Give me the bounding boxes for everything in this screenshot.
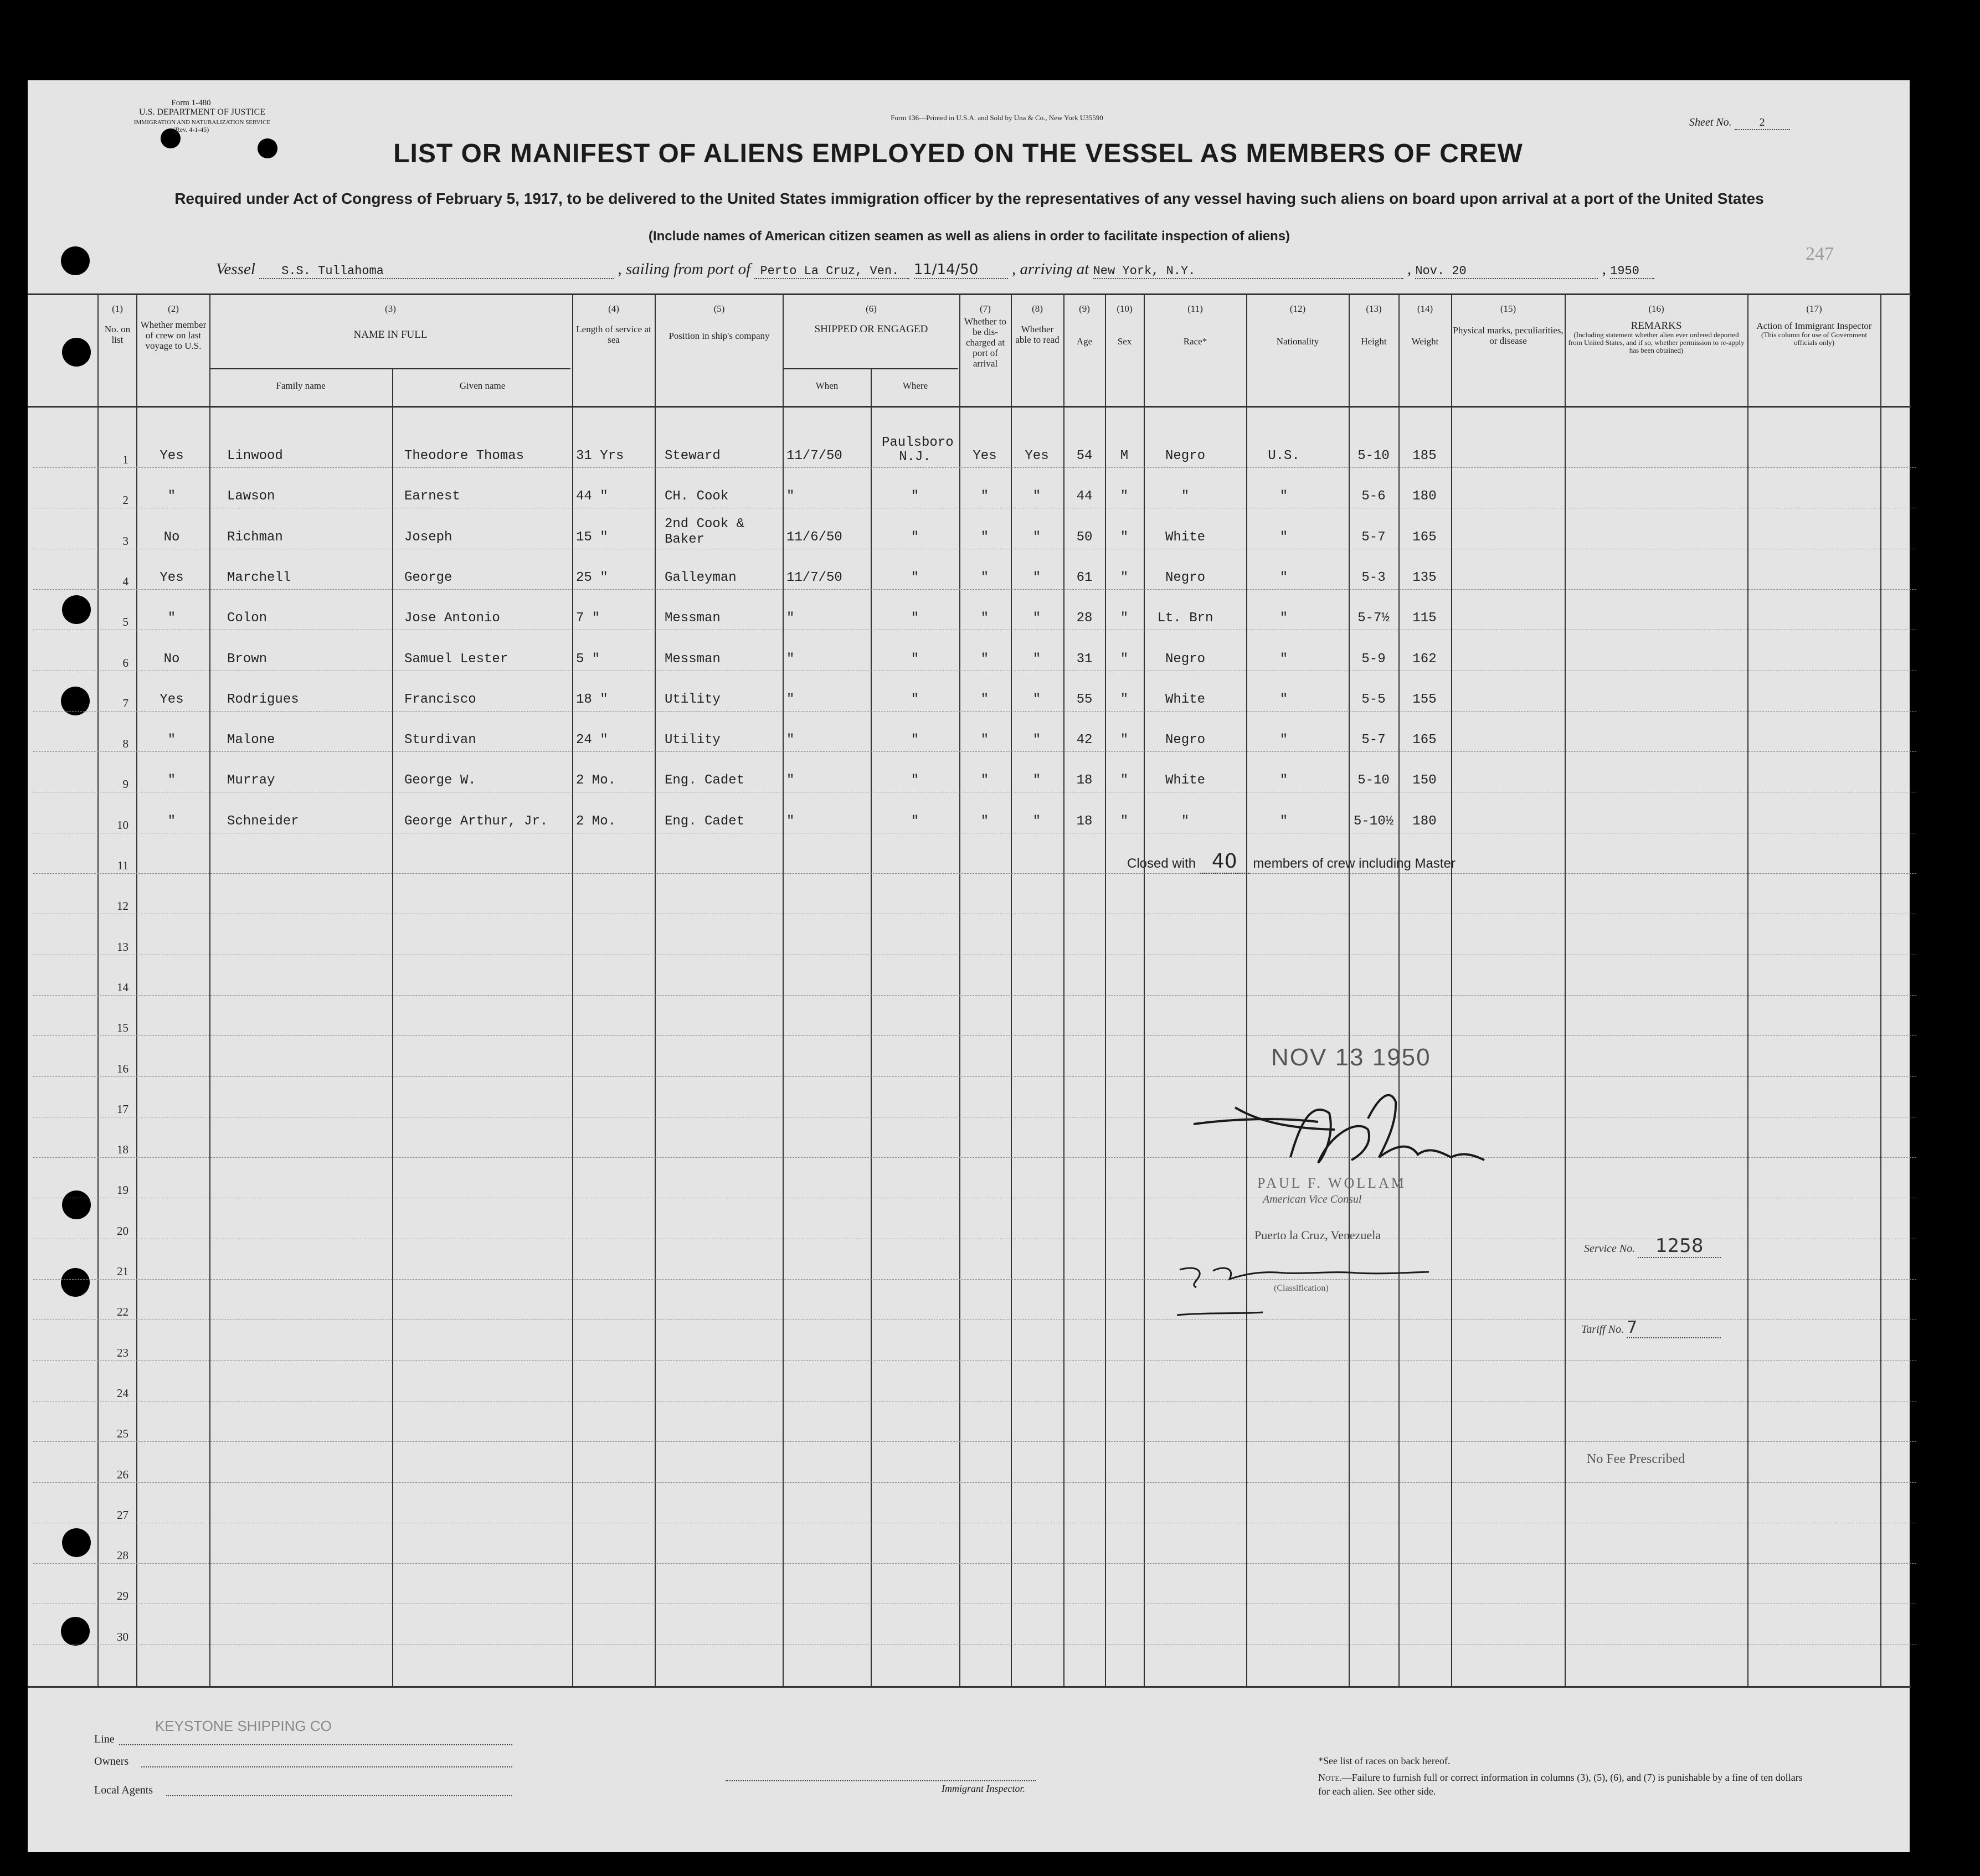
note-text: —Failure to furnish full or correct information in columns (3), (5), (6), and (7) is punishable by a fine of ten dollars for each alien. See other side. — [1318, 1772, 1803, 1797]
row-number: 4 — [122, 574, 128, 588]
col-divider — [1246, 293, 1247, 1687]
arrival-date: Nov. 20 — [1415, 264, 1598, 279]
sailing-date: 11/14/50 — [914, 261, 1008, 279]
col-divider — [572, 293, 573, 1687]
nationality-cell: " — [1279, 529, 1288, 545]
family-name-cell: Lawson — [227, 489, 275, 504]
discharged-cell: " — [980, 692, 989, 707]
vessel-label: Vessel — [216, 260, 255, 278]
punch-hole — [61, 1617, 90, 1646]
shipped-where-cell: " — [911, 733, 919, 748]
shipped-when-cell: " — [786, 773, 795, 788]
shipped-when-cell: " — [786, 692, 795, 707]
note-label: Note. — [1318, 1772, 1342, 1783]
race-cell: Lt. Brn — [1157, 611, 1213, 626]
position-cell: Galleyman — [665, 570, 737, 585]
service-length-cell: 44 " — [576, 489, 608, 504]
printer-line: Form 136—Printed in U.S.A. and Sold by Una & Co., New York U35590 — [891, 114, 1103, 122]
race-cell: " — [1181, 489, 1190, 504]
row-line — [33, 1441, 1916, 1442]
able-to-read-cell: " — [1032, 611, 1041, 626]
row-number: 26 — [117, 1467, 128, 1481]
sailing-port: Perto La Cruz, Ven. — [754, 264, 909, 279]
col-header-10: (10) Sex — [1117, 303, 1133, 347]
line-underline — [119, 1744, 512, 1745]
row-number: 6 — [122, 656, 128, 669]
row-number: 12 — [117, 899, 128, 913]
height-cell: 5-9 — [1361, 651, 1386, 667]
col-divider — [392, 368, 393, 1687]
family-name-cell: Rodrigues — [227, 692, 299, 707]
punch-hole — [62, 1528, 91, 1557]
position-cell: Utility — [665, 692, 721, 707]
shipped-when-cell: 11/7/50 — [786, 570, 842, 585]
arriving-port: New York, N.Y. — [1093, 264, 1403, 279]
form-number: Form 1-480 — [171, 99, 211, 107]
row-number: 5 — [122, 615, 128, 629]
weight-cell: 135 — [1412, 570, 1437, 585]
row-number: 27 — [117, 1508, 128, 1522]
shipped-when-cell: " — [786, 813, 795, 829]
sex-cell: " — [1120, 570, 1129, 585]
given-name-cell: Theodore Thomas — [404, 449, 524, 463]
sex-cell: " — [1120, 773, 1129, 788]
race-cell: Negro — [1165, 733, 1205, 748]
department: U.S. DEPARTMENT OF JUSTICE — [139, 107, 265, 117]
col-divider — [136, 293, 137, 1687]
nationality-cell: " — [1279, 692, 1288, 707]
last-voyage-cell: " — [167, 813, 176, 829]
vessel-name: S.S. Tullahoma — [259, 264, 614, 279]
row-number: 17 — [117, 1102, 128, 1116]
voyage-line: Vessel S.S. Tullahoma , sailing from port of Perto La Cruz, Ven. 11/14/50 , arriving at New York, N.Y. , Nov. 20 , 1950 — [216, 260, 1722, 279]
age-cell: 50 — [1076, 529, 1093, 545]
discharged-cell: " — [980, 773, 989, 788]
col-header-17: (17) Action of Immigrant Inspector (This column for use of Government officials only) — [1756, 303, 1872, 347]
weight-cell: 180 — [1412, 813, 1437, 829]
given-name-cell: Samuel Lester — [404, 651, 508, 667]
inspector-underline — [726, 1780, 1036, 1781]
row-line — [33, 1035, 1916, 1036]
punch-hole — [61, 246, 90, 275]
col-header-3-family: Family name — [276, 380, 326, 391]
arrival-year: 1950 — [1610, 264, 1654, 279]
row-line — [33, 995, 1916, 996]
row-line — [33, 711, 1916, 712]
row-line — [33, 1157, 1916, 1158]
col-header-2: (2) Whether member of crew on last voyage to U.S. — [140, 303, 207, 351]
able-to-read-cell: " — [1032, 813, 1041, 829]
able-to-read-cell: " — [1032, 773, 1041, 788]
name-subheader-line — [210, 368, 570, 369]
sex-cell: M — [1120, 449, 1129, 463]
position-cell: 2nd Cook & — [665, 516, 745, 532]
race-cell: White — [1165, 773, 1205, 788]
height-cell: 5-5 — [1361, 692, 1386, 707]
owners-underline — [141, 1766, 512, 1767]
sheet-number — [1689, 116, 1790, 130]
given-name-cell: Joseph — [404, 529, 452, 545]
sheet-label: Sheet No. — [1689, 116, 1732, 128]
service-number — [1584, 1235, 1721, 1258]
no-fee-stamp: No Fee Prescribed — [1587, 1452, 1685, 1466]
col-divider — [1747, 293, 1748, 1687]
races-note: *See list of races on back hereof. — [1318, 1755, 1451, 1766]
nationality-cell: " — [1279, 570, 1288, 585]
age-cell: 54 — [1076, 449, 1093, 463]
table-bottom-border — [28, 1686, 1911, 1688]
shipped-where-cell: " — [911, 489, 919, 504]
last-voyage-cell: " — [167, 733, 176, 748]
col-header-5: (5) Position in ship's company — [668, 303, 770, 341]
last-voyage-cell: No — [163, 529, 180, 545]
line-value: KEYSTONE SHIPPING CO — [155, 1718, 332, 1734]
row-number: 1 — [122, 453, 128, 466]
row-number: 8 — [122, 737, 128, 751]
weight-cell: 162 — [1412, 651, 1437, 667]
service-length-cell: 15 " — [576, 529, 608, 545]
row-line — [33, 751, 1916, 752]
nationality-cell: " — [1279, 773, 1288, 788]
stamp-date: NOV 13 1950 — [1271, 1044, 1431, 1071]
sheet-value: 2 — [1735, 116, 1790, 130]
position-cell: Steward — [665, 449, 721, 463]
height-cell: 5-6 — [1361, 489, 1386, 504]
height-cell: 5-10 — [1357, 773, 1390, 788]
row-line — [33, 589, 1916, 590]
last-voyage-cell: " — [167, 611, 176, 626]
closing-prefix: Closed with — [1127, 856, 1196, 871]
row-number: 23 — [117, 1346, 128, 1359]
row-number: 30 — [117, 1630, 128, 1643]
given-name-cell: George W. — [404, 773, 476, 788]
consul-place: Puerto la Cruz, Venezuela — [1254, 1228, 1381, 1242]
row-number: 10 — [117, 818, 128, 832]
closing-line — [1127, 850, 1456, 874]
row-number: 25 — [117, 1427, 128, 1441]
row-number: 21 — [117, 1265, 128, 1278]
row-line — [33, 873, 1916, 874]
sex-cell: " — [1120, 611, 1129, 626]
col-header-1: (1) No. on list — [104, 303, 131, 345]
service-length-cell: 31 Yrs — [576, 449, 624, 463]
last-voyage-cell: " — [167, 773, 176, 788]
row-number: 16 — [117, 1061, 128, 1075]
required-text: Required under Act of Congress of February 5, 1917, to be delivered to the United States immigration officer by the representatives of any vessel having such aliens on board upon arrival at a port of the United States — [174, 190, 1764, 207]
service-length-cell: 2 Mo. — [576, 773, 616, 788]
nationality-cell: " — [1279, 611, 1288, 626]
given-name-cell: Sturdivan — [404, 733, 476, 748]
nationality-cell: " — [1279, 813, 1288, 829]
able-to-read-cell: " — [1032, 489, 1041, 504]
race-cell: White — [1165, 692, 1205, 707]
punch-hole — [258, 138, 277, 158]
line-label: Line — [94, 1733, 115, 1745]
col-header-9: (9) Age — [1076, 303, 1093, 347]
service-length-cell: 2 Mo. — [576, 813, 616, 829]
able-to-read-cell: " — [1032, 651, 1041, 667]
col-divider — [871, 368, 872, 1687]
row-number: 19 — [117, 1183, 128, 1197]
height-cell: 5-3 — [1361, 570, 1386, 585]
nationality-cell: " — [1279, 733, 1288, 748]
shipped-when-cell: 11/7/50 — [786, 449, 842, 463]
inspector-label: Immigrant Inspector. — [942, 1783, 1025, 1794]
owners-label: Owners — [94, 1755, 129, 1767]
race-cell: Negro — [1165, 449, 1205, 463]
family-name-cell: Linwood — [227, 449, 283, 463]
row-number: 28 — [117, 1549, 128, 1563]
col-divider — [1880, 293, 1881, 1687]
col-header-4: (4) Length of service at sea — [576, 303, 651, 345]
sex-cell: " — [1120, 692, 1129, 707]
row-number: 29 — [117, 1589, 128, 1603]
service-length-cell: 18 " — [576, 692, 608, 707]
discharged-cell: " — [980, 733, 989, 748]
sex-cell: " — [1120, 733, 1129, 748]
sex-cell: " — [1120, 651, 1129, 667]
agents-label: Local Agents — [94, 1784, 153, 1796]
age-cell: 18 — [1076, 773, 1093, 788]
row-number: 24 — [117, 1386, 128, 1400]
position-cell-line2: Baker — [665, 532, 705, 547]
row-number: 3 — [122, 534, 128, 548]
sex-cell: " — [1120, 489, 1129, 504]
table-top-border — [28, 293, 1911, 295]
given-name-cell: George — [404, 570, 452, 585]
row-line — [33, 1076, 1916, 1077]
row-number: 2 — [122, 493, 128, 507]
service-no-label: Service No. — [1584, 1243, 1636, 1255]
height-cell: 5-7 — [1361, 529, 1386, 545]
position-cell: CH. Cook — [665, 489, 729, 504]
shipped-where-cell-line2: N.J. — [899, 450, 931, 465]
col-header-6-where: Where — [902, 380, 928, 391]
shipped-where-cell: " — [911, 773, 919, 788]
shipped-when-cell: " — [786, 733, 795, 748]
sex-cell: " — [1120, 529, 1129, 545]
age-cell: 42 — [1076, 733, 1093, 748]
age-cell: 55 — [1076, 692, 1093, 707]
col-header-11: (11) Race* — [1183, 303, 1207, 347]
nationality-cell: " — [1279, 651, 1288, 667]
family-name-cell: Richman — [227, 529, 283, 545]
form-revision: (Rev. 4-1-45) — [173, 126, 209, 133]
weight-cell: 185 — [1412, 449, 1437, 463]
punch-hole — [62, 1190, 91, 1219]
service-no-value: 1258 — [1638, 1235, 1721, 1258]
weight-cell: 115 — [1412, 611, 1437, 626]
shipped-when-cell: 11/6/50 — [786, 529, 842, 545]
tariff-no-label: Tariff No. — [1581, 1323, 1624, 1336]
row-number: 7 — [122, 696, 128, 710]
able-to-read-cell: " — [1032, 692, 1041, 707]
position-cell: Eng. Cadet — [665, 773, 745, 788]
row-number: 20 — [117, 1224, 128, 1238]
punch-hole — [62, 595, 91, 624]
fine-note — [1318, 1771, 1817, 1798]
family-name-cell: Schneider — [227, 813, 299, 829]
service-name: IMMIGRATION AND NATURALIZATION SERVICE — [133, 119, 271, 126]
closing-suffix: members of crew including Master — [1253, 856, 1456, 871]
height-cell: 5-10½ — [1353, 813, 1393, 829]
discharged-cell: " — [980, 813, 989, 829]
footer-line — [94, 1718, 332, 1746]
family-name-cell: Colon — [227, 611, 268, 626]
discharged-cell: Yes — [973, 449, 997, 463]
shipped-where-cell: " — [911, 570, 919, 585]
consul-title: American Vice Consul — [1263, 1193, 1362, 1205]
shipped-where-cell: " — [911, 651, 919, 667]
last-voyage-cell: No — [163, 651, 180, 667]
weight-cell: 150 — [1412, 773, 1437, 788]
col-header-3: (3) NAME IN FULL — [353, 303, 428, 341]
nationality-cell: U.S. — [1268, 449, 1300, 463]
row-number: 13 — [117, 940, 128, 954]
family-name-cell: Brown — [227, 651, 268, 667]
age-cell: 28 — [1076, 611, 1093, 626]
page-title: LIST OR MANIFEST OF ALIENS EMPLOYED ON THE VESSEL AS MEMBERS OF CREW — [393, 139, 1523, 168]
col-header-8: (8) Whether able to read — [1015, 303, 1060, 345]
sailing-label: , sailing from port of — [618, 260, 751, 278]
race-cell: " — [1181, 813, 1190, 829]
col-header-7: (7) Whether to be dis-charged at port of arrival — [964, 303, 1006, 369]
service-length-cell: 5 " — [576, 651, 600, 667]
closing-count: 40 — [1200, 850, 1249, 874]
shipped-when-cell: " — [786, 489, 795, 504]
punch-hole — [61, 1268, 90, 1297]
header-bottom-border — [28, 406, 1911, 408]
row-number: 11 — [117, 859, 128, 872]
col-header-6: (6) SHIPPED OR ENGAGED — [814, 303, 928, 335]
race-cell: Negro — [1165, 570, 1205, 585]
consul-name: PAUL F. WOLLAM — [1257, 1175, 1406, 1191]
last-voyage-cell: " — [167, 489, 176, 504]
col-divider — [655, 293, 656, 1687]
race-cell: White — [1165, 529, 1205, 545]
age-cell: 18 — [1076, 813, 1093, 829]
col-header-14: (14) Weight — [1411, 303, 1439, 347]
able-to-read-cell: " — [1032, 529, 1041, 545]
shipped-where-cell: " — [911, 611, 919, 626]
family-name-cell: Marchell — [227, 570, 291, 585]
col-divider — [1565, 293, 1566, 1687]
discharged-cell: " — [980, 570, 989, 585]
height-cell: 5-7 — [1361, 733, 1386, 748]
given-name-cell: Francisco — [404, 692, 476, 707]
arriving-label: , arriving at — [1011, 260, 1089, 278]
height-cell: 5-10 — [1357, 449, 1390, 463]
age-cell: 44 — [1076, 489, 1093, 504]
shipped-where-cell: " — [911, 529, 919, 545]
col-divider — [209, 293, 210, 1687]
row-line — [33, 1279, 1916, 1280]
weight-cell: 165 — [1412, 529, 1437, 545]
position-cell: Messman — [665, 651, 721, 667]
able-to-read-cell: Yes — [1025, 449, 1049, 463]
row-number: 15 — [117, 1021, 128, 1035]
discharged-cell: " — [980, 651, 989, 667]
position-cell: Eng. Cadet — [665, 813, 745, 829]
shipped-where-cell: " — [911, 813, 919, 829]
col-divider — [783, 293, 784, 1687]
agents-underline — [166, 1795, 512, 1796]
service-length-cell: 7 " — [576, 611, 600, 626]
family-name-cell: Murray — [227, 773, 275, 788]
service-length-cell: 25 " — [576, 570, 608, 585]
nationality-cell: " — [1279, 489, 1288, 504]
classification-label: (Classification) — [1274, 1284, 1329, 1293]
last-voyage-cell: Yes — [160, 570, 184, 585]
position-cell: Utility — [665, 733, 721, 748]
discharged-cell: " — [980, 529, 989, 545]
given-name-cell: Jose Antonio — [404, 611, 500, 626]
position-cell: Messman — [665, 611, 721, 626]
row-number: 18 — [117, 1143, 128, 1157]
given-name-cell: George Arthur, Jr. — [404, 813, 548, 829]
tariff-no-value: 7 — [1627, 1318, 1721, 1338]
punch-hole — [62, 338, 91, 367]
corner-number: 247 — [1806, 244, 1834, 264]
last-voyage-cell: Yes — [160, 449, 184, 463]
row-line — [33, 1360, 1916, 1361]
shipped-where-cell: Paulsboro — [882, 435, 954, 450]
given-name-cell: Earnest — [404, 489, 460, 504]
row-number: 14 — [117, 980, 128, 994]
weight-cell: 165 — [1412, 733, 1437, 748]
able-to-read-cell: " — [1032, 570, 1041, 585]
height-cell: 5-7½ — [1357, 611, 1390, 626]
row-line — [33, 1563, 1916, 1564]
row-number: 9 — [122, 777, 128, 791]
row-number: 22 — [117, 1305, 128, 1319]
col-header-12: (12) Nationality — [1276, 303, 1319, 347]
sex-cell: " — [1120, 813, 1129, 829]
shipped-when-cell: " — [786, 611, 795, 626]
service-length-cell: 24 " — [576, 733, 608, 748]
age-cell: 61 — [1076, 570, 1093, 585]
able-to-read-cell: " — [1032, 733, 1041, 748]
age-cell: 31 — [1076, 651, 1093, 667]
row-line — [33, 1482, 1916, 1483]
race-cell: Negro — [1165, 651, 1205, 667]
col-header-13: (13) Height — [1361, 303, 1387, 347]
discharged-cell: " — [980, 611, 989, 626]
discharged-cell: " — [980, 489, 989, 504]
col-header-6-when: When — [815, 380, 839, 391]
tariff-number — [1581, 1318, 1721, 1338]
col-header-3-given: Given name — [459, 380, 506, 391]
weight-cell: 180 — [1412, 489, 1437, 504]
shipped-where-cell: " — [911, 692, 919, 707]
row-line — [33, 467, 1916, 468]
include-text: (Include names of American citizen seamen as well as aliens in order to facilitate inspection of aliens) — [648, 229, 1290, 244]
last-voyage-cell: Yes — [160, 692, 184, 707]
family-name-cell: Malone — [227, 733, 275, 748]
col-header-16: (16) REMARKS (Including statement whether alien ever ordered deported from United States, and if so, whether permission to re-apply has been obtained) — [1568, 303, 1745, 354]
shipped-when-cell: " — [786, 651, 795, 667]
col-header-15: (15) Physical marks, peculiarities, or disease — [1453, 303, 1564, 346]
weight-cell: 155 — [1412, 692, 1437, 707]
